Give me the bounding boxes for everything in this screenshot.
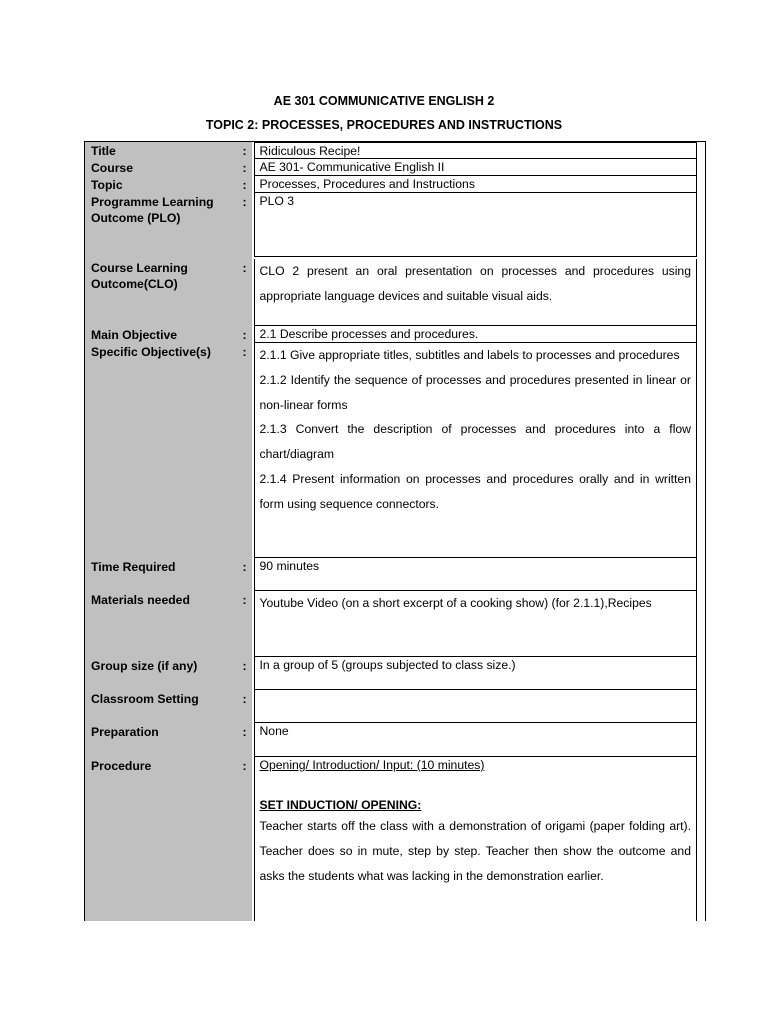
row-plo (85, 193, 706, 259)
row-main-objective (85, 326, 706, 343)
value-title: Ridiculous Recipe! (254, 142, 698, 159)
row-group-size (85, 657, 706, 690)
value-classroom-setting (254, 690, 698, 723)
value-clo: CLO 2 present an oral presentation on processes and procedures using appropriate language devices and suitable visual aids. (254, 259, 698, 326)
label-main-objective: Main Objective (85, 326, 238, 343)
value-course: AE 301- Communicative English II (254, 159, 698, 176)
label-title: Title (85, 142, 238, 160)
value-time-required: 90 minutes (254, 558, 698, 591)
label-plo: Programme Learning Outcome (PLO) (85, 193, 238, 259)
colon: : (238, 558, 252, 591)
row-preparation (85, 723, 706, 757)
value-procedure (254, 757, 698, 921)
label-clo: Course Learning Outcome(CLO) (85, 259, 238, 326)
document-title: AE 301 COMMUNICATIVE ENGLISH 2 (273, 94, 495, 108)
colon: : (238, 193, 252, 259)
procedure-text: Teacher starts off the class with a demonstration of origami (paper folding art). Teacher does so in mute, step by step. Teacher then show the outcome and asks the students what was lacking in the demonstration earlier. (259, 819, 691, 883)
value-topic: Processes, Procedures and Instructions (254, 176, 698, 193)
value-materials: Youtube Video (on a short excerpt of a cooking show) (for 2.1.1),Recipes (254, 591, 698, 657)
row-time-required (85, 558, 706, 591)
label-specific-objectives: Specific Objective(s) (85, 343, 238, 558)
value-group-size: In a group of 5 (groups subjected to class size.) (254, 657, 698, 690)
colon: : (238, 343, 252, 558)
colon: : (238, 690, 252, 723)
objective-item: 2.1.2 Identify the sequence of processes and procedures presented in linear or non-linear forms (259, 372, 691, 412)
row-materials (85, 591, 706, 657)
label-preparation: Preparation (85, 723, 238, 757)
colon: : (238, 757, 252, 921)
objective-item: 2.1.4 Present information on processes and procedures orally and in written form using sequence connectors. (259, 471, 691, 511)
row-procedure (85, 757, 706, 921)
label-time-required: Time Required (85, 558, 238, 591)
topic-heading: TOPIC 2: PROCESSES, PROCEDURES AND INSTRUCTIONS (205, 118, 563, 132)
row-specific-objectives (85, 343, 706, 558)
value-plo: PLO 3 (254, 193, 698, 257)
row-title (85, 142, 706, 160)
row-course (85, 159, 706, 176)
colon: : (238, 142, 252, 160)
label-course: Course (85, 159, 238, 176)
label-topic: Topic (85, 176, 238, 193)
colon: : (238, 259, 252, 326)
label-materials: Materials needed (85, 591, 238, 657)
label-procedure: Procedure (85, 757, 238, 921)
colon: : (238, 326, 252, 343)
colon: : (238, 591, 252, 657)
objective-item: 2.1.1 Give appropriate titles, subtitles and labels to processes and procedures (259, 348, 680, 362)
colon: : (238, 176, 252, 193)
procedure-stage: Opening/ Introduction/ Input: (10 minutes) (259, 758, 485, 772)
colon: : (238, 159, 252, 176)
procedure-subheading: SET INDUCTION/ OPENING: (259, 798, 422, 812)
lesson-plan-table (84, 141, 706, 921)
label-group-size: Group size (if any) (85, 657, 238, 690)
value-preparation: None (254, 723, 698, 757)
row-topic (85, 176, 706, 193)
label-classroom-setting: Classroom Setting (85, 690, 238, 723)
value-specific-objectives (254, 343, 698, 558)
row-clo (85, 259, 706, 326)
colon: : (238, 657, 252, 690)
row-classroom-setting (85, 690, 706, 723)
colon: : (238, 723, 252, 757)
objective-item: 2.1.3 Convert the description of processes and procedures into a flow chart/diagram (259, 422, 691, 462)
value-main-objective: 2.1 Describe processes and procedures. (254, 326, 698, 343)
